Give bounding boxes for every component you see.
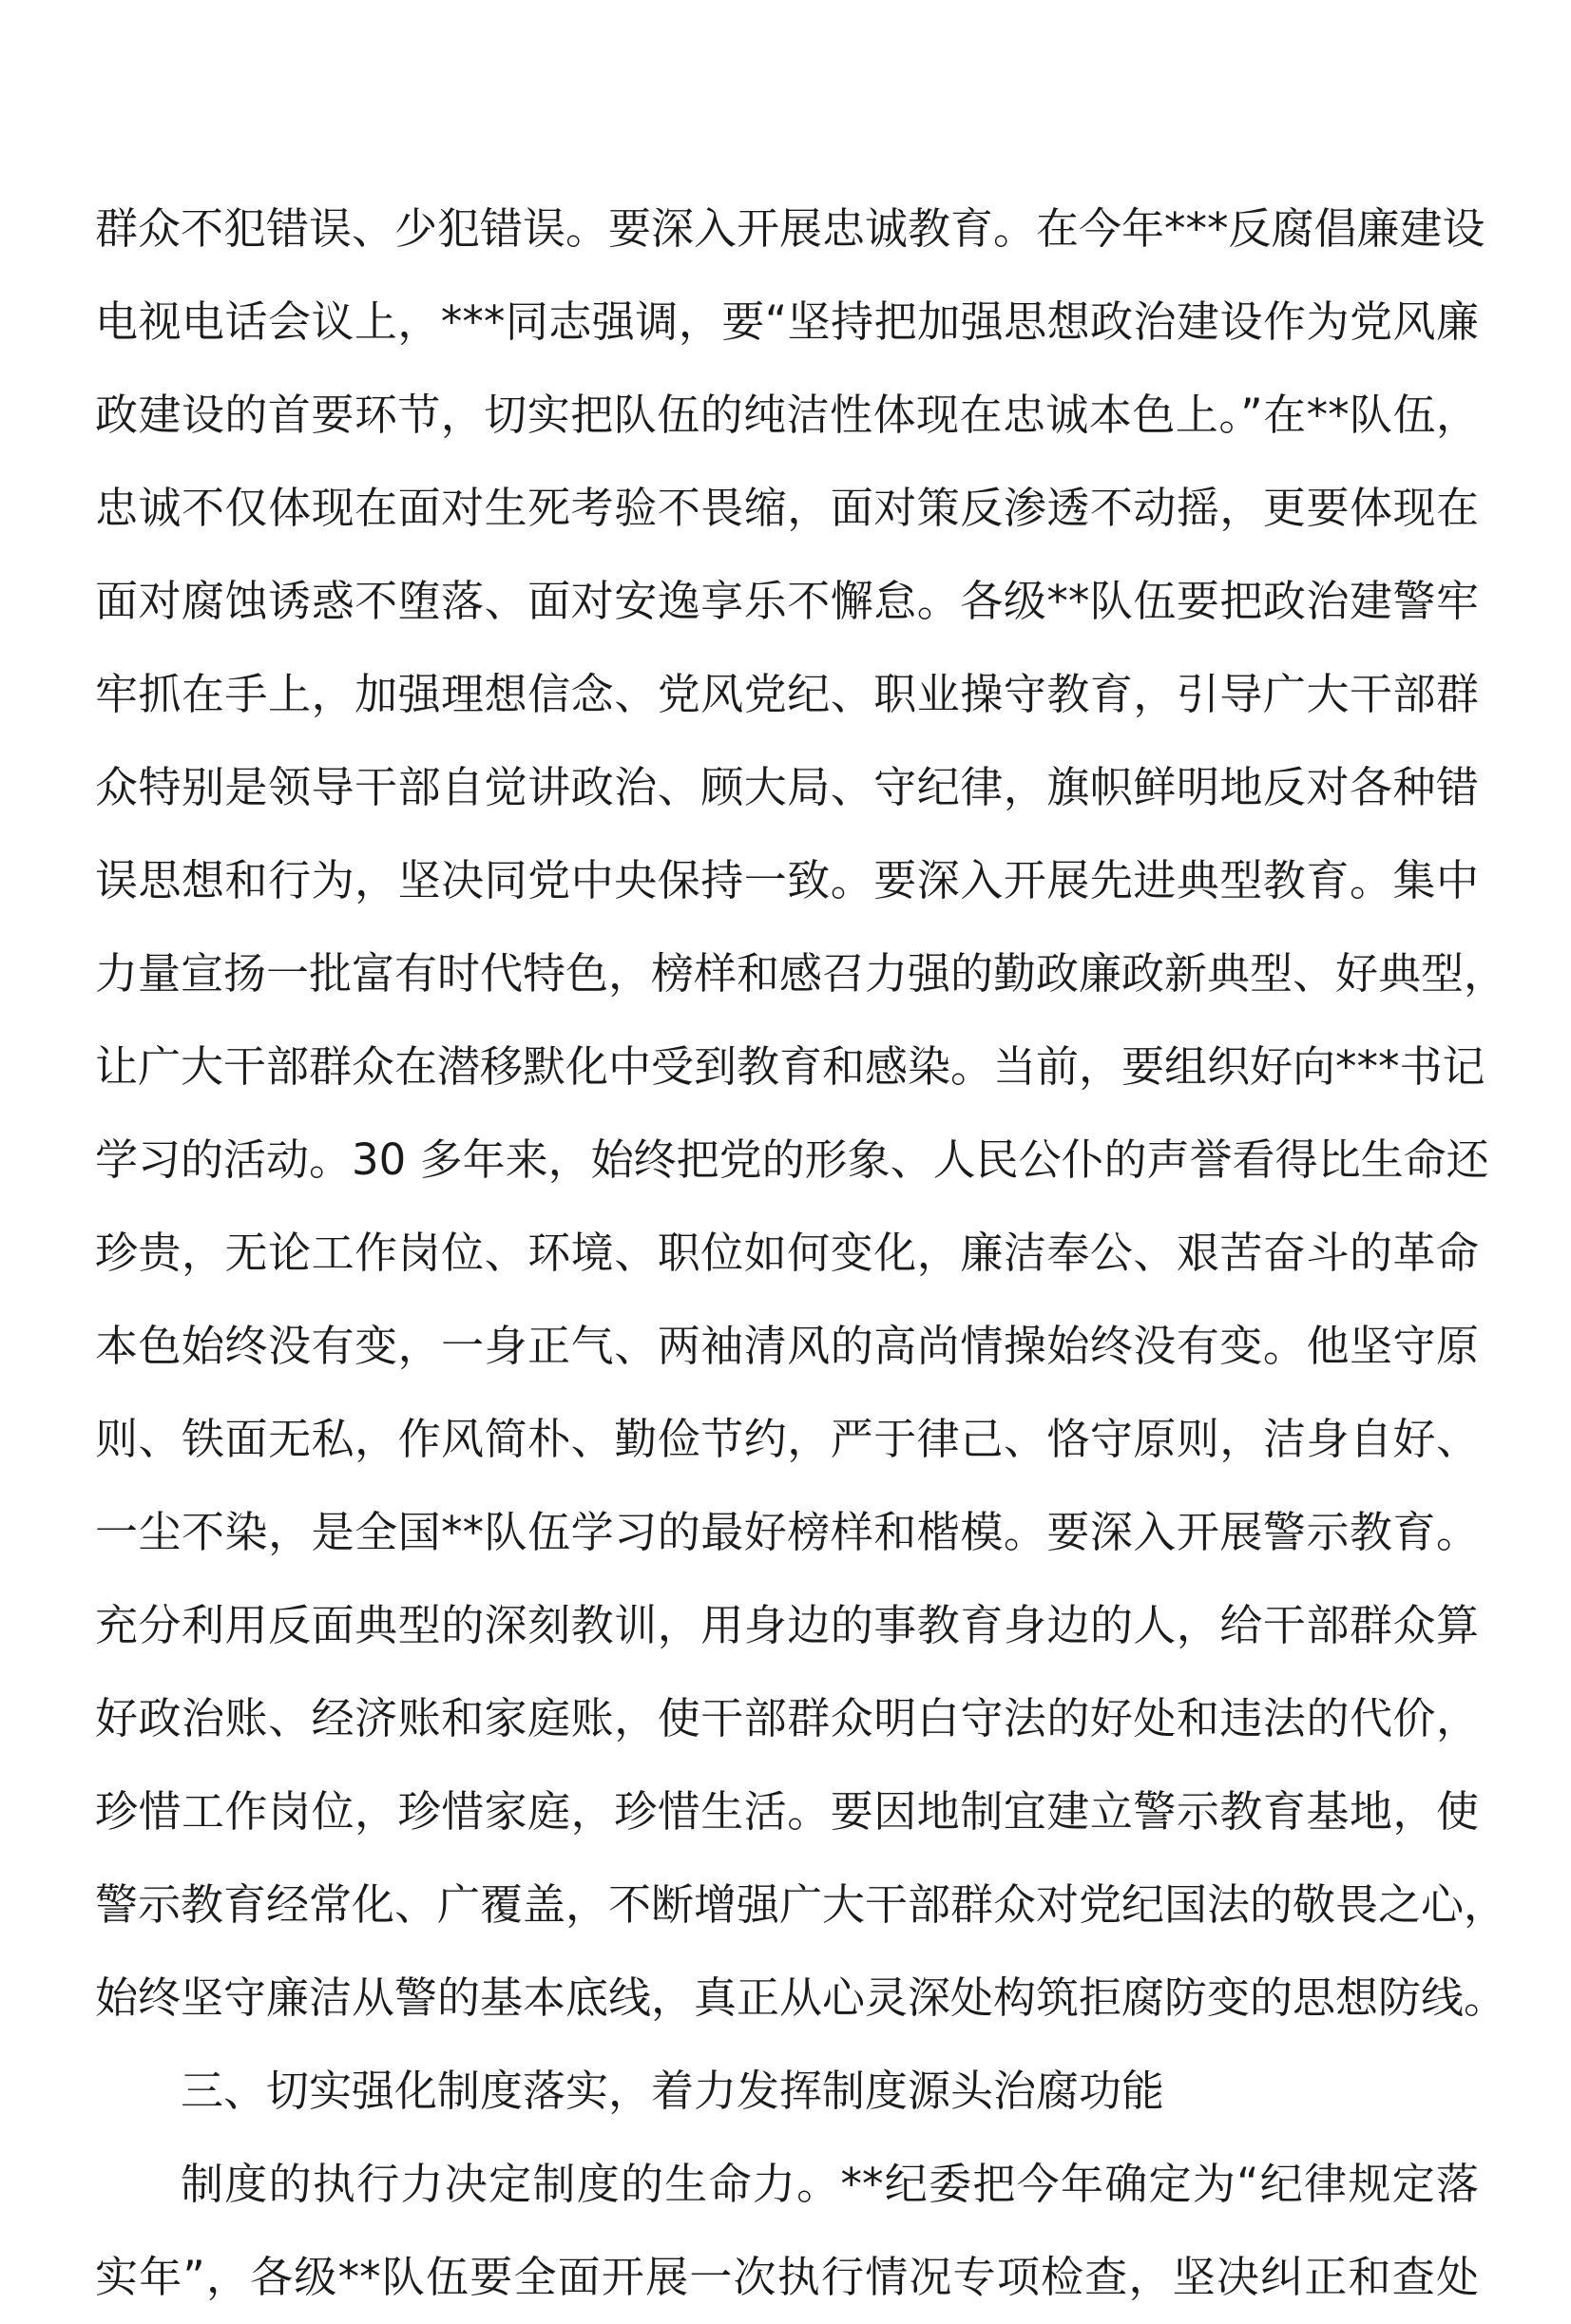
text-line: 忠诚不仅体现在面对生死考验不畏缩，面对策反渗透不动摇，更要体现在 bbox=[95, 483, 1479, 533]
text-line: 始终坚守廉洁从警的基本底线，真正从心灵深处构筑拒腐防变的思想防线。 bbox=[95, 1972, 1507, 2023]
text-line: 本色始终没有变，一身正气、两袖清风的高尚情操始终没有变。他坚守原 bbox=[95, 1321, 1479, 1371]
text-line: 实年”，各级**队伍要全面开展一次执行情况专项检查，坚决纠正和查处 bbox=[95, 2252, 1479, 2302]
document-body bbox=[95, 182, 1507, 2324]
paragraph-1 bbox=[95, 182, 1507, 2045]
paragraph-2 bbox=[95, 2138, 1479, 2324]
text-line: 珍贵，无论工作岗位、环境、职位如何变化，廉洁奉公、艰苦奋斗的革命 bbox=[95, 1228, 1479, 1278]
text-line: 力量宣扬一批富有时代特色，榜样和感召力强的勤政廉政新典型、好典型， bbox=[95, 948, 1507, 999]
section-heading: 三、切实强化制度落实，着力发挥制度源头治腐功能 bbox=[181, 2066, 1165, 2116]
text-line: 面对腐蚀诱惑不堕落、面对安逸享乐不懈怠。各级**队伍要把政治建警牢 bbox=[95, 576, 1479, 626]
text-line: 牢抓在手上，加强理想信念、党风党纪、职业操守教育，引导广大干部群 bbox=[95, 669, 1479, 719]
text-line: 好政治账、经济账和家庭账，使干部群众明白守法的好处和违法的代价， bbox=[95, 1693, 1479, 1743]
text-line: 一尘不染，是全国**队伍学习的最好榜样和楷模。要深入开展警示教育。 bbox=[95, 1507, 1479, 1557]
text-line: 学习的活动。30 多年来，始终把党的形象、人民公仆的声誉看得比生命还 bbox=[95, 1134, 1489, 1185]
text-line: 让广大干部群众在潜移默化中受到教育和感染。当前，要组织好向***书记 bbox=[95, 1041, 1485, 1092]
text-line: 电视电话会议上，***同志强调，要“坚持把加强思想政治建设作为党风廉 bbox=[95, 296, 1479, 347]
text-line: 充分利用反面典型的深刻教训，用身边的事教育身边的人，给干部群众算 bbox=[95, 1600, 1479, 1650]
text-line: 警示教育经常化、广覆盖，不断增强广大干部群众对党纪国法的敬畏之心， bbox=[95, 1879, 1507, 1930]
text-line: 众特别是领导干部自觉讲政治、顾大局、守纪律，旗帜鲜明地反对各种错 bbox=[95, 762, 1479, 812]
text-line: 误思想和行为，坚决同党中央保持一致。要深入开展先进典型教育。集中 bbox=[95, 855, 1479, 905]
text-line: 政建设的首要环节，切实把队伍的纯洁性体现在忠诚本色上。”在**队伍， bbox=[95, 390, 1479, 440]
text-line: 群众不犯错误、少犯错误。要深入开展忠诚教育。在今年***反腐倡廉建设 bbox=[95, 203, 1485, 254]
text-line: 制度的执行力决定制度的生命力。**纪委把今年确定为“纪律规定落 bbox=[181, 2159, 1479, 2209]
text-line: 则、铁面无私，作风简朴、勤俭节约，严于律己、恪守原则，洁身自好、 bbox=[95, 1414, 1479, 1464]
text-line: 珍惜工作岗位，珍惜家庭，珍惜生活。要因地制宜建立警示教育基地，使 bbox=[95, 1786, 1479, 1837]
